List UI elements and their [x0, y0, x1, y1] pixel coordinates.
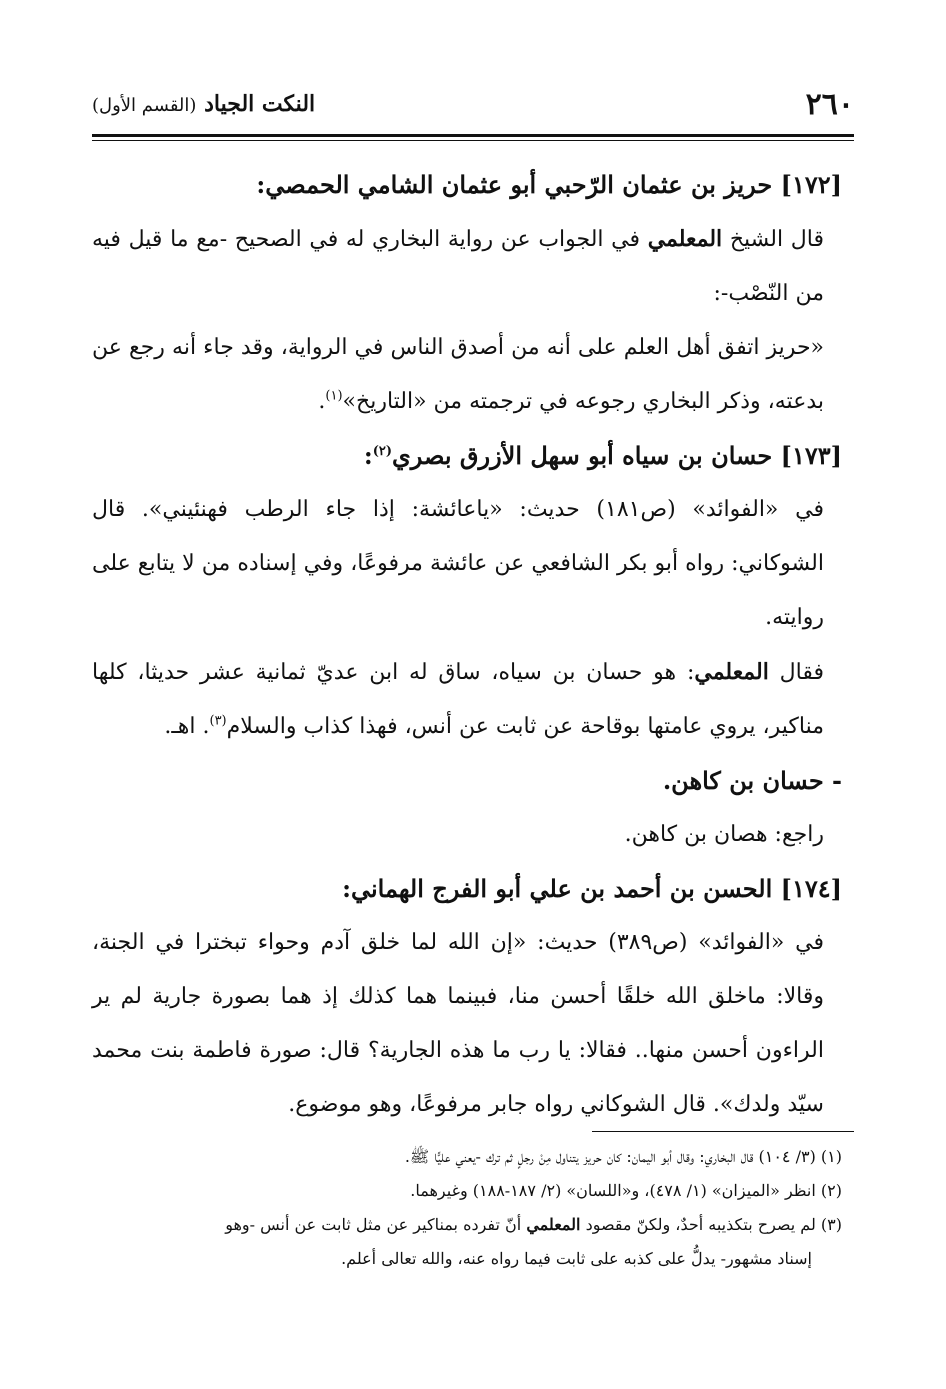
header-rule-thick — [92, 134, 854, 137]
entry-hassan-kahin-paragraph: راجع: هصان بن كاهن. — [624, 822, 824, 847]
main-text — [92, 158, 842, 1132]
footnote-1: (١) (٣/ ١٠٤) قال البخاري: وقال أبو اليمان: كان حريز يتناول مِنْ رجلٍ ثم ترك -يعني عليًّا ﷺ. — [404, 1147, 842, 1166]
page-header — [92, 82, 854, 126]
footnote-ref-3: (٣) — [209, 713, 227, 729]
footnotes — [92, 1140, 842, 1276]
footnote-3-continued: إسناد مشهور- يدلُّ على كذبه على ثابت فيما رواه عنه، والله تعالى أعلم. — [341, 1249, 812, 1268]
book-title: النكت الجياد — [204, 91, 316, 117]
footnote-ref-1: (١) — [325, 388, 343, 404]
entry-173-heading: [١٧٣] حسان بن سياه أبو سهل الأزرق بصري$^{(٢)}$: — [363, 441, 842, 470]
entry-hassan-kahin-heading: - حسان بن كاهن. — [662, 766, 842, 795]
footnote-separator — [592, 1131, 854, 1132]
entry-174-heading: [١٧٤] الحسن بن أحمد بن علي أبو الفرج الهماني: — [342, 874, 842, 903]
entry-172-paragraph-1: قال الشيخ المعلمي في الجواب عن رواية البخاري له في الصحيح -مع ما قيل فيه من النّصْب-: — [92, 226, 824, 306]
footnote-ref-2: (٢) — [372, 444, 392, 459]
entry-172-quote: «حريز اتفق أهل العلم على أنه من أصدق الناس في الرواية، وقد جاء أنه رجع عن بدعته، وذكر البخاري رجوعه في ترجمته من «التاريخ»$^{(١)}$. — [92, 335, 824, 414]
page-number: ٢٦٠ — [805, 86, 854, 122]
book-part: (القسم الأول) — [92, 95, 197, 116]
entry-172-heading: [١٧٢] حريز بن عثمان الرّحبي أبو عثمان الشامي الحمصي: — [256, 170, 842, 199]
author-name: المعلمي — [694, 659, 769, 685]
header-rule-thin — [92, 140, 854, 141]
footnote-2: (٢) انظر «الميزان» (١/ ٤٧٨)، و«اللسان» (٢/ ١٨٧-١٨٨) وغيرهما. — [410, 1181, 842, 1200]
entry-173-paragraph-2: فقال المعلمي: هو حسان بن سياه، ساق له ابن عديّ ثمانية عشر حديثا، كلها مناكير، يروي عامتها بوقاحة عن ثابت عن أنس، فهذا كذاب والسلام$^{(٣)}$. اهـ. — [92, 659, 825, 739]
author-name: المعلمي — [647, 226, 723, 252]
footnote-3: (٣) لم يصرح بتكذيبه أحدٌ، ولكنّ مقصود المعلمي أنّ تفرده بمناكير عن مثل ثابت عن أنس -وهو — [225, 1215, 842, 1234]
entry-173-paragraph-1: في «الفوائد» (ص١٨١) حديث: «ياعائشة: إذا جاء الرطب فهنئيني». قال الشوكاني: رواه أبو بكر الشافعي عن عائشة مرفوعًا، وفي إسناده من لا يتابع على روايته. — [92, 497, 824, 630]
author-name: المعلمي — [526, 1215, 581, 1234]
running-title — [92, 91, 315, 117]
entry-174-paragraph-1: في «الفوائد» (ص٣٨٩) حديث: «إن الله لما خلق آدم وحواء تبخترا في الجنة، وقالا: ماخلق الله خلقًا أحسن منا، فبينما هما كذلك إذ هما بصورة جارية لم ير الراءون أحسن منها.. فقالا: يا رب ما هذه الجارية؟ قال: صورة فاطمة بنت محمد سيّد ولدك». قال الشوكاني رواه جابر مرفوعًا، وهو موضوع. — [92, 930, 824, 1117]
